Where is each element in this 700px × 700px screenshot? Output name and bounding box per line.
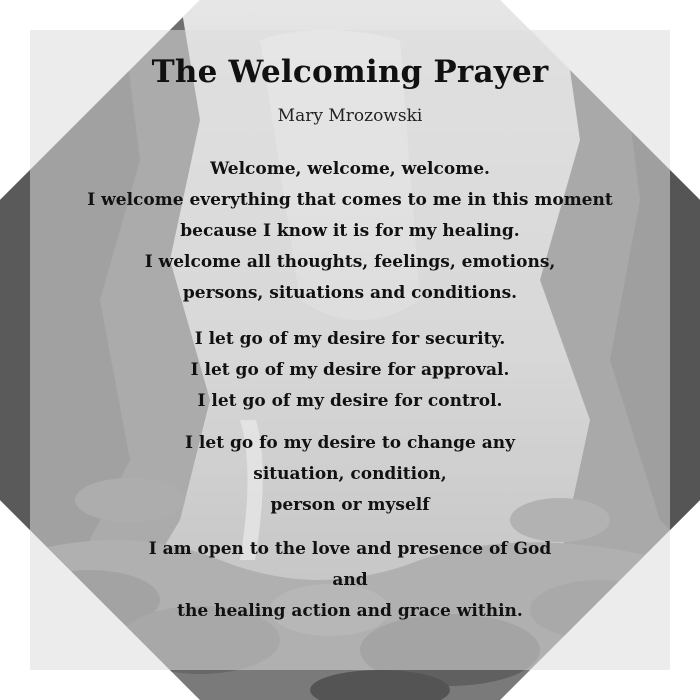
stanza-3 (30, 428, 670, 521)
poem-line: I let go of my desire for approval. (190, 360, 510, 380)
poem-line: Welcome, welcome, welcome. (210, 159, 490, 179)
poem-line: I welcome everything that comes to me in this moment (87, 190, 613, 210)
poem-line: the healing action and grace within. (177, 601, 523, 621)
stanza-4 (30, 534, 670, 627)
poem-line: and (332, 570, 368, 590)
poem-line: persons, situations and conditions. (182, 283, 518, 303)
stanza-2 (30, 324, 670, 417)
poem-line: because I know it is for my healing. (180, 221, 520, 241)
stanza-1 (30, 154, 670, 309)
poem-line: I let go of my desire for control. (197, 391, 503, 411)
page-title: The Welcoming Prayer (151, 54, 549, 90)
poem-text (30, 30, 670, 670)
poem-line: I am open to the love and presence of God (148, 539, 552, 559)
poem-line: person or myself (270, 495, 430, 515)
poem-line: I welcome all thoughts, feelings, emotions, (144, 252, 556, 272)
poem-line: situation, condition, (253, 464, 447, 484)
author-name: Mary Mrozowski (277, 106, 423, 126)
poem-line: I let go of my desire for security. (194, 329, 506, 349)
poem-line: I let go fo my desire to change any (185, 433, 515, 453)
